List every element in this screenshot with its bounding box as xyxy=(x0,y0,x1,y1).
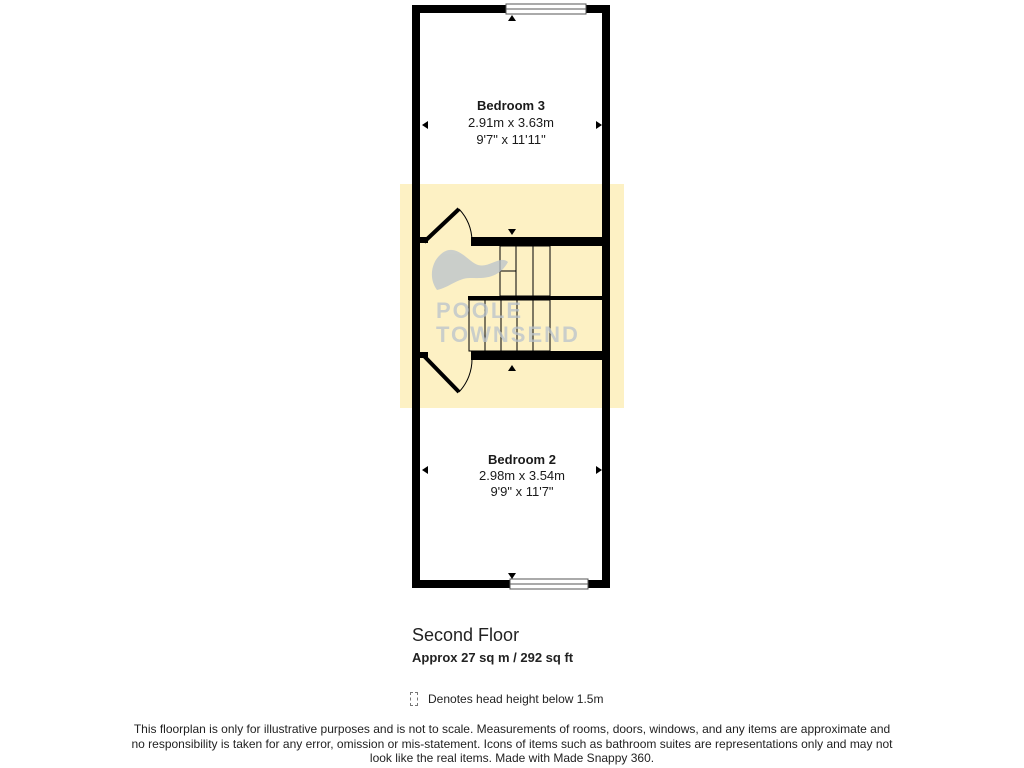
room-bedroom-2 xyxy=(479,452,565,499)
arrow-bedroom3-left xyxy=(422,121,428,129)
room-name: Bedroom 2 xyxy=(488,452,556,467)
legend-text: Denotes head height below 1.5m xyxy=(428,692,604,706)
room-dimensions-metric: 2.91m x 3.63m xyxy=(468,115,554,130)
watermark-line1: POOLE xyxy=(436,298,524,323)
floor-summary xyxy=(412,624,573,665)
legend xyxy=(410,692,603,706)
arrow-bedroom2-bottom xyxy=(508,573,516,579)
window-bottom xyxy=(510,579,588,589)
arrow-bedroom2-left xyxy=(422,466,428,474)
window-top xyxy=(506,4,586,14)
disclaimer: This floorplan is only for illustrative purposes and is not to scale. Measurements of rooms, doors, windows, and any items are approximate and no responsibility is taken for any error, omission or mis-statement. Icons of items such as bathroom suites are representations only and may not look like the real items. Made with Made Snappy 360. xyxy=(131,722,893,765)
floor-title: Second Floor xyxy=(412,625,520,645)
room-dimensions-imperial: 9'9" x 11'7" xyxy=(490,484,554,499)
room-dimensions-metric: 2.98m x 3.54m xyxy=(479,468,565,483)
floor-area: Approx 27 sq m / 292 sq ft xyxy=(412,650,574,665)
arrow-bedroom2-right xyxy=(596,466,602,474)
room-name: Bedroom 3 xyxy=(477,98,545,113)
head-height-swatch-icon xyxy=(410,692,418,706)
room-bedroom-3 xyxy=(468,98,554,147)
arrow-bedroom3-right xyxy=(596,121,602,129)
arrow-bedroom3-top xyxy=(508,15,516,21)
room-dimensions-imperial: 9'7" x 11'11" xyxy=(476,132,546,147)
watermark-line2: TOWNSEND xyxy=(436,322,580,347)
